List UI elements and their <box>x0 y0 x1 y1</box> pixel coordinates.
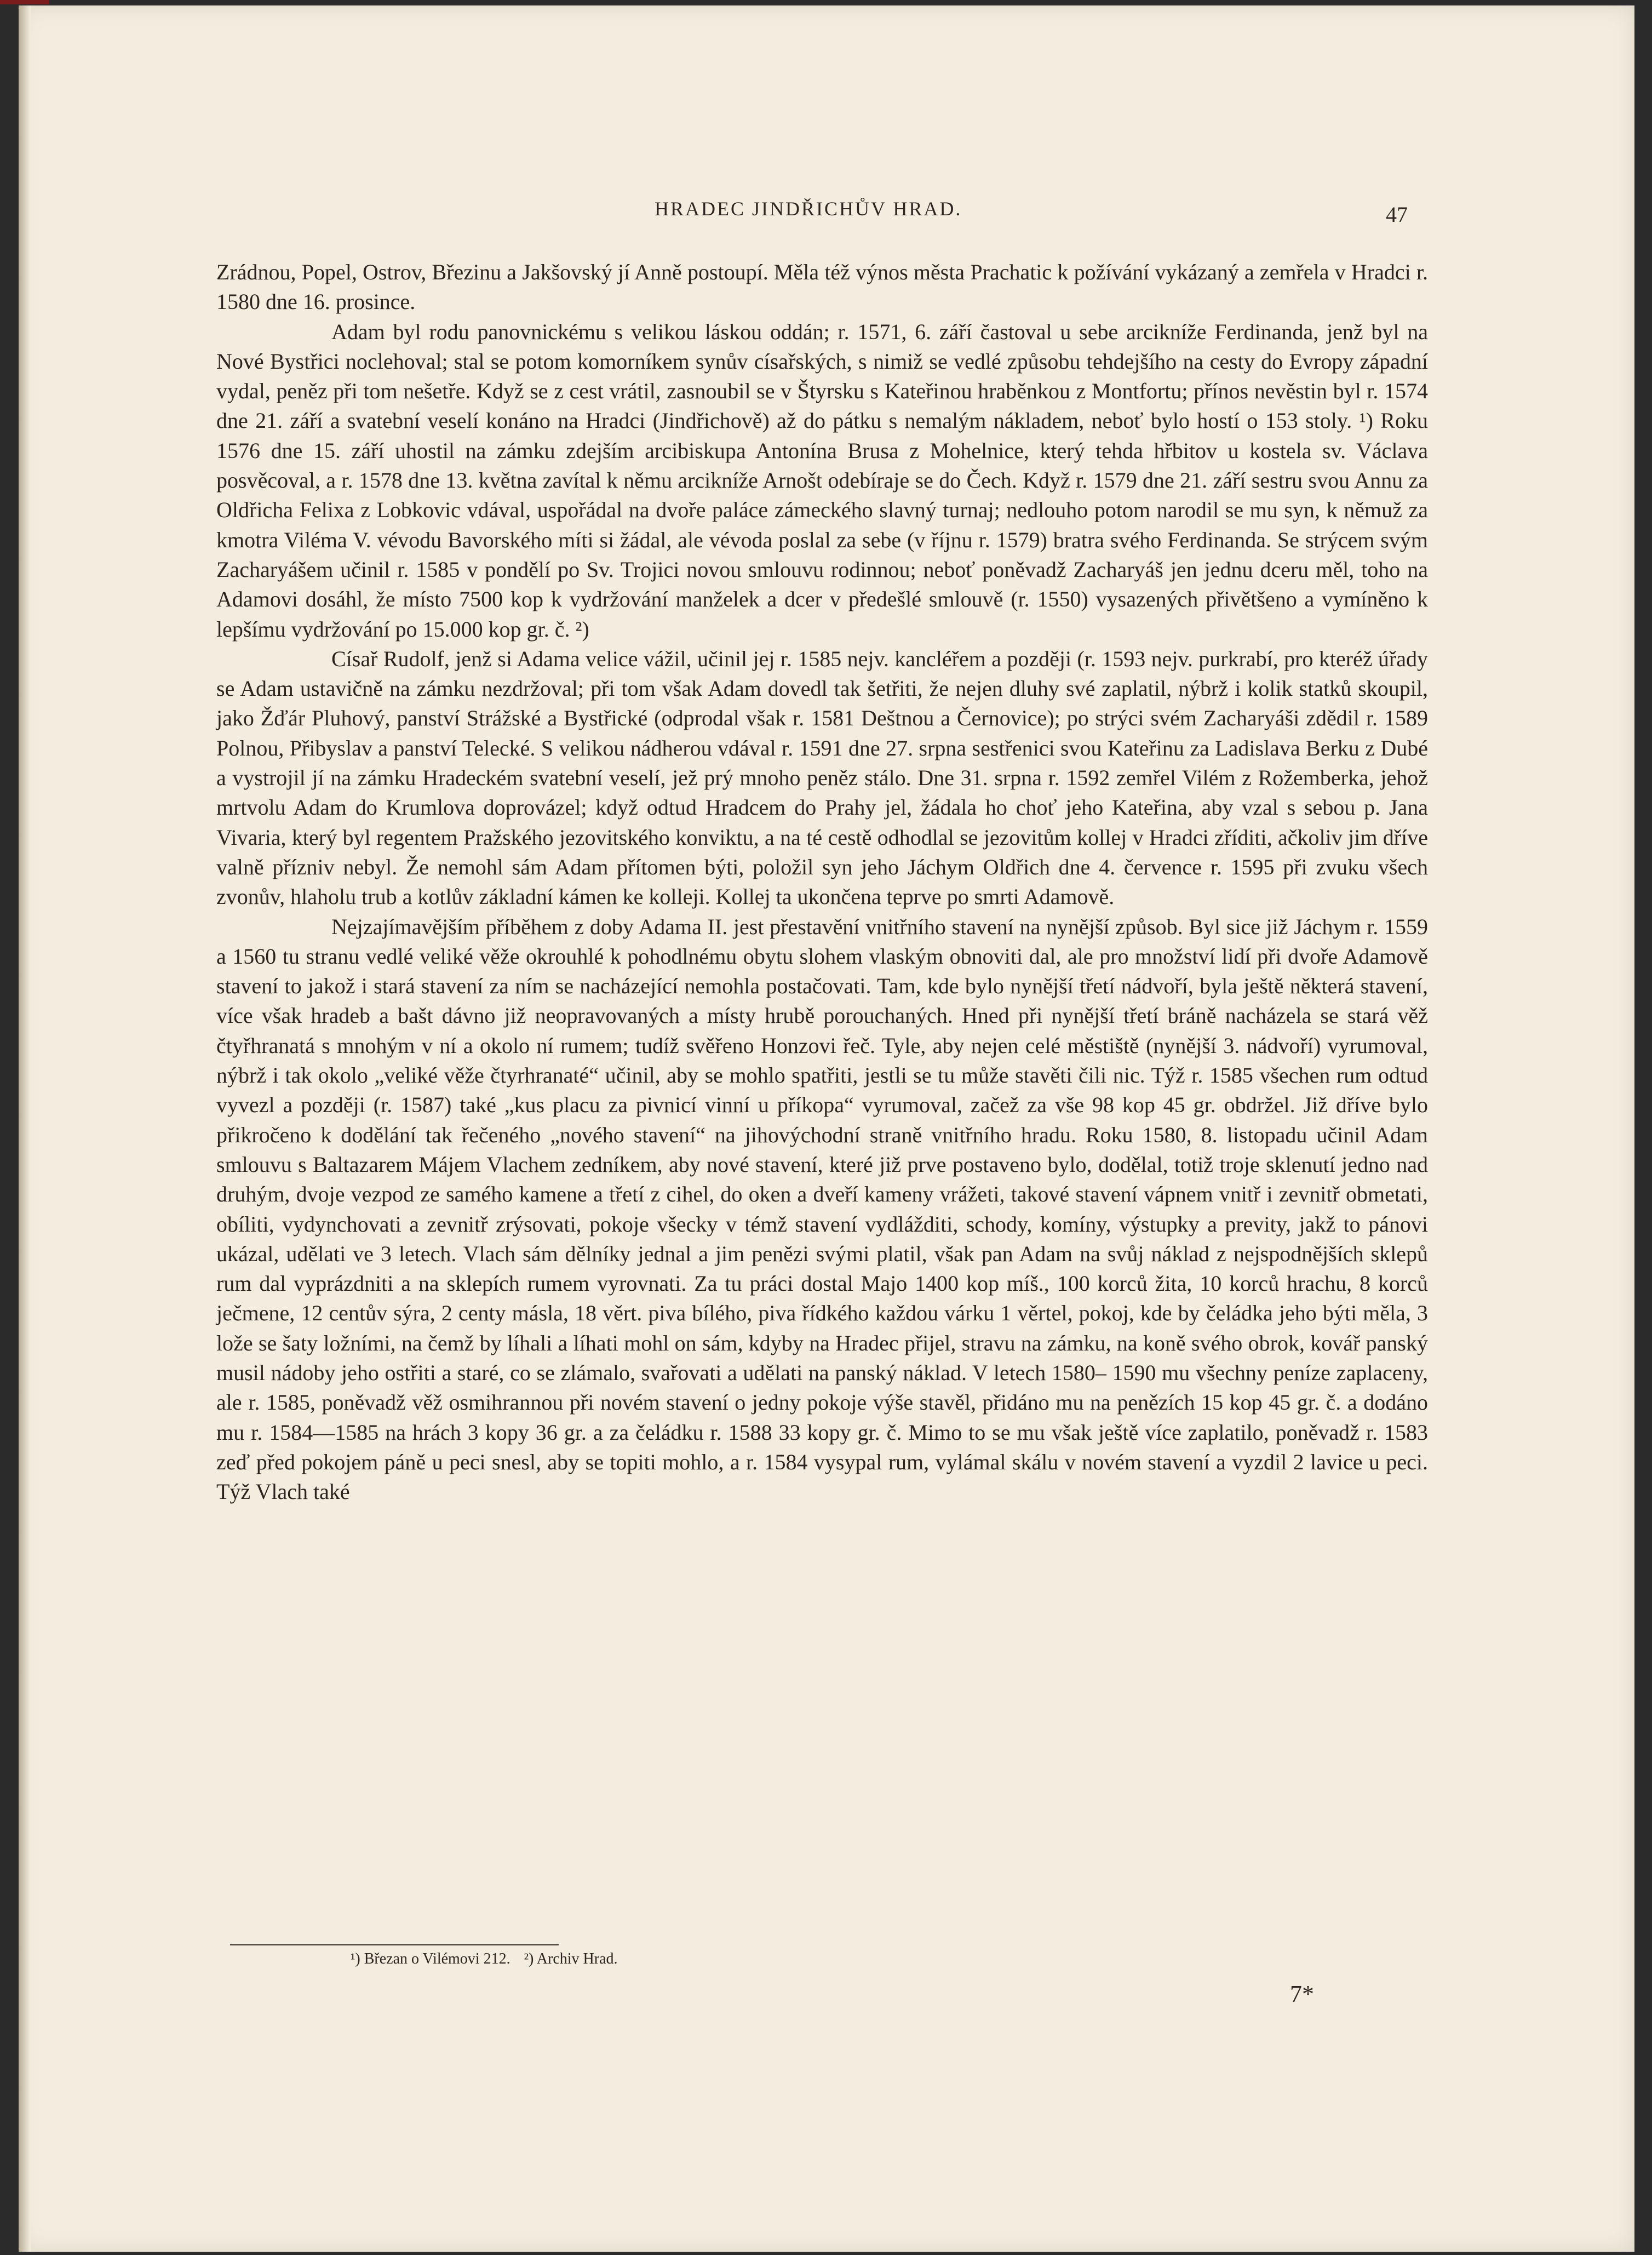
running-title: HRADEC JINDŘICHŮV HRAD. <box>655 198 962 220</box>
footnote: ²) Archiv Hrad. <box>524 1950 618 1967</box>
page-number: 47 <box>1386 202 1408 227</box>
body-text <box>216 257 1428 1507</box>
signature-mark: 7* <box>1290 1981 1314 2007</box>
paragraph: Nejzajímavějším příběhem z doby Adama II. jest přestavění vnitřního stavení na nynější způsob. Byl sice již Jáchym r. 1559 a 1560 tu stranu vedlé veliké věže okrouhlé k pohodlnému obytu slohem vlaským obnoviti dal, ale pro množství lidí při dvoře Adamově stavení to jakož i stará stavení za ním se nacházející nemohla postačovati. Tam, kde bylo nynější třetí nádvoří, byla ještě některá stavení, více však hradeb a bašt dávno již neopravovaných a místy hrubě porouchaných. Hned při nynější třetí bráně nacházela se stará věž čtyřhranatá s mnohým v ní a okolo ní rumem; tudíž svěřeno Honzovi řeč. Tyle, aby nejen celé městiště (nynější 3. nádvoří) vyrumoval, nýbrž i tak okolo „veliké věže čtyrhranaté“ učinil, aby se mohlo spatřiti, jestli se tu může stavěti čili nic. Týž r. 1585 všechen rum odtud vyvezl a později (r. 1587) také „kus placu za pivnicí vinní u příkopa“ vyrumoval, začež za vše 98 kop 45 gr. obdržel. Již dříve bylo přikročeno k dodělání tak řečeného „nového stavení“ na jihovýchodní straně vnitřního hradu. Roku 1580, 8. listopadu učinil Adam smlouvu s Baltazarem Májem Vlachem zedníkem, aby nové stavení, které již prve postaveno bylo, dodělal, totiž troje sklenutí jedno nad druhým, dvoje vezpod ze samého kamene a třetí z cihel, do oken a dveří kameny vrážeti, takové stavení vápnem vnitř i zevnitř obmetati, obíliti, vydynchovati a zevnitř zrýsovati, pokoje všecky v témž stavení vydlážditi, schody, komíny, výstupky a previty, jakž to pánovi ukázal, udělati ve 3 letech. Vlach sám dělníky jednal a jim penězi svými platil, však pan Adam na svůj náklad z nejspodnějších sklepů rum dal vyprázdniti a na sklepích rumem vyrovnati. Za tu práci dostal Majo 1400 kop míš., 100 korců žita, 10 korců hrachu, 8 korců ječmene, 12 centův sýra, 2 centy másla, 18 věrt. piva bílého, piva řídkého každou várku 1 věrtel, pokoj, kde by čeládka jeho býti měla, 3 lože se šaty ložními, na čemž by líhali a líhati mohl on sám, kdyby na Hradec přijel, stravu na zámku, na koně svého obrok, kovář panský musil nádoby jeho ostřiti a staré, co se zlámalo, svařovati a udělati na panský náklad. V letech 1580– 1590 mu všechny peníze zaplaceny, ale r. 1585, poněvadž věž osmihrannou při novém stavení o jedny pokoje výše stavěl, přidáno mu na penězích 15 kop 45 gr. č. a dodáno mu r. 1584—1585 na hrách 3 kopy 36 gr. a za čeládku r. 1588 33 kopy gr. č. Mimo to se mu však ještě více zaplatilo, poněvadž r. 1583 zeď před pokojem páně u peci snesl, aby se topiti mohlo, a r. 1584 vysypal rum, vylámal skálu v novém stavení a vyzdil 2 lavice u peci. Týž Vlach také <box>216 914 1428 1504</box>
paragraph: Adam byl rodu panovnickému s velikou láskou oddán; r. 1571, 6. září častoval u sebe arcikníže Ferdinanda, jenž byl na Nové Bystřici noclehoval; stal se potom komorníkem synův císařských, s nimiž se vedlé způsobu tehdejšího na cesty do Evropy západní vydal, peněz při tom nešetře. Když se z cest vrátil, zasnoubil se v Štyrsku s Kateřinou hraběnkou z Montfortu; přínos nevěstin byl r. 1574 dne 21. září a svatební veselí konáno na Hradci (Jindřichově) až do pátku s nemalým nákladem, neboť bylo hostí o 153 stoly. ¹) Roku 1576 dne 15. září uhostil na zámku zdejším arcibiskupa Antonína Brusa z Mohelnice, který tehda hřbitov u kostela sv. Václava posvěcoval, a r. 1578 dne 13. května zavítal k němu arcikníže Arnošt odebíraje se do Čech. Když r. 1579 dne 21. září sestru svou Annu za Oldřicha Felixa z Lobkovic vdával, uspořádal na dvoře paláce zámeckého slavný turnaj; nedlouho potom narodil se mu syn, k němuž za kmotra Viléma V. vévodu Bavorského míti si žádal, ale vévoda poslal za sebe (v říjnu r. 1579) bratra svého Ferdinanda. Se strýcem svým Zacharyášem učinil r. 1585 v pondělí po Sv. Trojici novou smlouvu rodinnou; neboť poněvadž Zacharyáš jen jednu dceru měl, toho na Adamovi dosáhl, že místo 7500 kop k vydržování manželek a dcer v předešlé smlouvě (r. 1550) vysazených přivětšeno a vymíněno k lepšímu vydržování po 15.000 kop gr. č. ²) <box>216 319 1428 642</box>
footnotes <box>351 1950 628 1968</box>
page-gutter <box>19 5 31 2252</box>
edge-mark <box>0 0 49 4</box>
paragraph: Císař Rudolf, jenž si Adama velice vážil, učinil jej r. 1585 nejv. kancléřem a později (r. 1593 nejv. purkrabí, pro kteréž úřady se Adam ustavičně na zámku nezdržoval; při tom však Adam dovedl tak šetřiti, že nejen dluhy své zaplatil, nýbrž i kolik statků skoupil, jako Žďár Pluhový, panství Strážské a Bystřické (odprodal však r. 1581 Deštnou a Černovice); po strýci svém Zacharyáši zdědil r. 1589 Polnou, Přibyslav a panství Telecké. S velikou nádherou vdával r. 1591 dne 27. srpna sestřenici svou Kateřinu za Ladislava Berku z Dubé a vystrojil jí na zámku Hradeckém svatební veselí, jež prý mnoho peněz stálo. Dne 31. srpna r. 1592 zemřel Vilém z Rožemberka, jehož mrtvolu Adam do Krumlova doprovázel; když odtud Hradcem do Prahy jel, žádala ho choť jeho Kateřina, aby vzal s sebou p. Jana Vivaria, který byl regentem Pražského jezovitského konviktu, a na té cestě odhodlal se jezovitům kollej v Hradci zříditi, ačkoliv jim dříve valně přízniv nebyl. Že nemohl sám Adam přítomen býti, položil syn jeho Jáchym Oldřich dne 4. července r. 1595 při zvuku všech zvonův, hlaholu trub a kotlův základní kámen ke kolleji. Kollej ta ukončena teprve po smrti Adamově. <box>216 646 1428 909</box>
footnote-rule <box>230 1944 559 1945</box>
paragraph: Zrádnou, Popel, Ostrov, Březinu a Jakšovský jí Anně postoupí. Měla též výnos města Prachatic k požívání vykázaný a zemřela v Hradci r. 1580 dne 16. prosince. <box>216 260 1428 314</box>
footnote: ¹) Březan o Vilémovi 212. <box>351 1950 510 1967</box>
